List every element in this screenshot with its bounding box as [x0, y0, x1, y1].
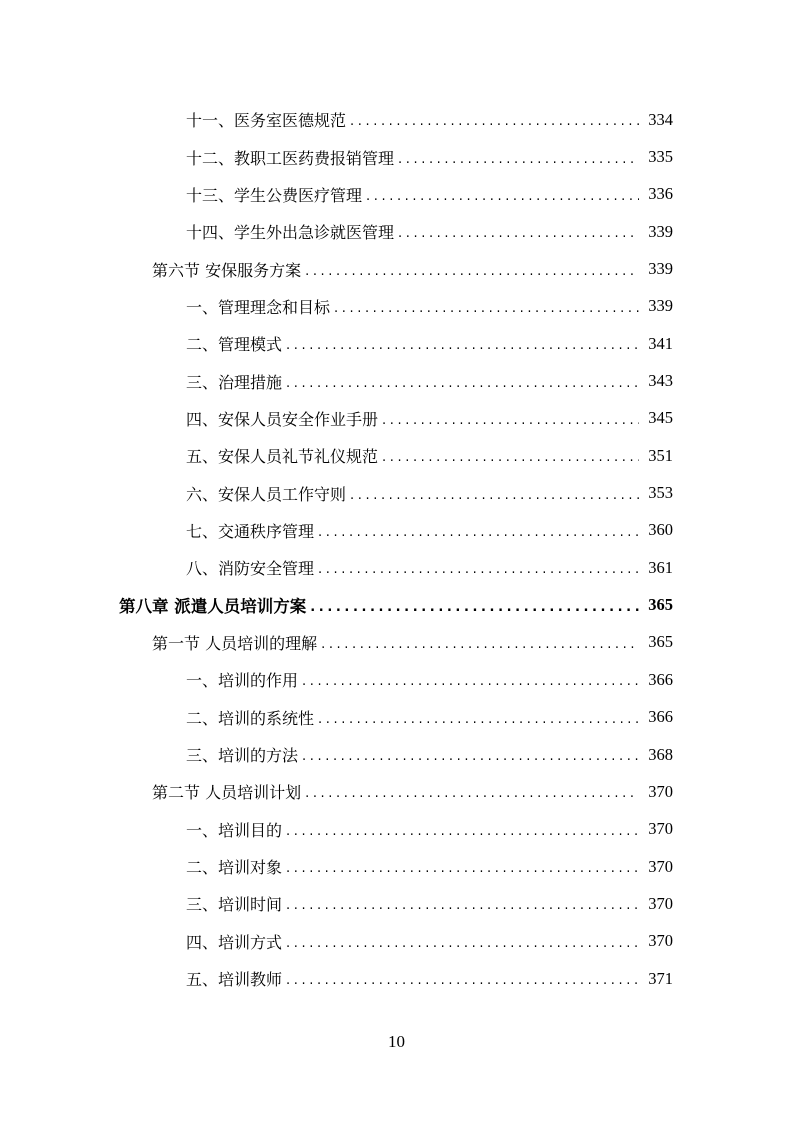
- toc-entry-page: 351: [648, 445, 673, 465]
- toc-entry-page: 366: [648, 707, 673, 727]
- toc-entry[interactable]: [0, 250, 793, 287]
- toc-dot-leader: [286, 973, 639, 988]
- toc-entry-label: 十二、教职工医药费报销管理: [186, 148, 395, 168]
- toc-dot-leader: [334, 301, 639, 316]
- toc-entry-label: 二、培训的系统性: [186, 708, 315, 728]
- toc-entry-label: 十四、学生外出急诊就医管理: [186, 223, 395, 243]
- toc-entry-label: 第一节 人员培训的理解: [152, 633, 318, 653]
- toc-entry-page: 339: [648, 259, 673, 279]
- toc-entry[interactable]: [0, 773, 793, 810]
- toc-entry[interactable]: [0, 213, 793, 250]
- toc-dot-leader: [398, 226, 639, 241]
- toc-entry[interactable]: [0, 400, 793, 437]
- toc-dot-leader: [318, 712, 639, 727]
- toc-entry[interactable]: [0, 848, 793, 885]
- toc-dot-leader: [305, 786, 639, 801]
- toc-entry-page: 334: [648, 109, 673, 129]
- toc-entry[interactable]: [0, 885, 793, 922]
- toc-dot-leader: [398, 152, 639, 167]
- toc-entry[interactable]: [0, 586, 793, 623]
- toc-dot-leader: [302, 749, 639, 764]
- toc-entry-label: 五、培训教师: [186, 970, 283, 990]
- toc-entry-label: 四、培训方式: [186, 932, 283, 952]
- toc-entry[interactable]: [0, 101, 793, 138]
- toc-dot-leader: [366, 189, 639, 204]
- toc-entry-label: 二、培训对象: [186, 858, 283, 878]
- toc-entry[interactable]: [0, 138, 793, 175]
- toc-entry[interactable]: [0, 811, 793, 848]
- toc-entry-page: 335: [648, 147, 673, 167]
- toc-entry-page: 353: [648, 483, 673, 503]
- table-of-contents: [0, 101, 793, 997]
- toc-entry-label: 七、交通秩序管理: [186, 521, 315, 541]
- toc-entry-page: 365: [648, 632, 673, 652]
- toc-entry-page: 339: [648, 296, 673, 316]
- toc-entry-page: 370: [648, 856, 673, 876]
- toc-entry-label: 一、培训目的: [186, 820, 283, 840]
- toc-entry-label: 六、安保人员工作守则: [186, 484, 347, 504]
- toc-entry-page: 361: [648, 557, 673, 577]
- toc-entry[interactable]: [0, 549, 793, 586]
- toc-entry[interactable]: [0, 624, 793, 661]
- toc-dot-leader: [286, 861, 639, 876]
- toc-dot-leader: [286, 824, 639, 839]
- toc-dot-leader: [350, 114, 639, 129]
- toc-entry[interactable]: [0, 325, 793, 362]
- toc-dot-leader: [318, 525, 639, 540]
- toc-entry-label: 三、培训时间: [186, 895, 283, 915]
- toc-entry-page: 360: [648, 520, 673, 540]
- toc-dot-leader: [310, 600, 639, 615]
- toc-entry-label: 一、管理理念和目标: [186, 297, 331, 317]
- toc-dot-leader: [286, 338, 639, 353]
- toc-entry-page: 368: [648, 744, 673, 764]
- toc-dot-leader: [382, 450, 639, 465]
- toc-entry-label: 第六节 安保服务方案: [152, 260, 302, 280]
- toc-entry[interactable]: [0, 362, 793, 399]
- toc-entry-label: 三、治理措施: [186, 372, 283, 392]
- toc-dot-leader: [286, 936, 639, 951]
- toc-entry[interactable]: [0, 288, 793, 325]
- toc-entry[interactable]: [0, 923, 793, 960]
- toc-entry-page: 366: [648, 669, 673, 689]
- toc-dot-leader: [286, 898, 639, 913]
- toc-entry-label: 三、培训的方法: [186, 746, 299, 766]
- toc-entry-page: 336: [648, 184, 673, 204]
- toc-entry-label: 第二节 人员培训计划: [152, 783, 302, 803]
- toc-entry-label: 十一、医务室医德规范: [186, 111, 347, 131]
- toc-dot-leader: [318, 562, 639, 577]
- toc-entry[interactable]: [0, 699, 793, 736]
- toc-dot-leader: [286, 376, 639, 391]
- toc-entry[interactable]: [0, 512, 793, 549]
- toc-dot-leader: [382, 413, 639, 428]
- toc-entry-page: 371: [648, 968, 673, 988]
- toc-entry-page: 370: [648, 931, 673, 951]
- toc-entry[interactable]: [0, 176, 793, 213]
- toc-entry[interactable]: [0, 736, 793, 773]
- toc-entry-label: 五、安保人员礼节礼仪规范: [186, 447, 379, 467]
- toc-entry-page: 370: [648, 819, 673, 839]
- toc-entry-page: 370: [648, 893, 673, 913]
- toc-entry[interactable]: [0, 474, 793, 511]
- toc-entry[interactable]: [0, 661, 793, 698]
- toc-entry-page: 343: [648, 371, 673, 391]
- toc-dot-leader: [302, 674, 639, 689]
- toc-entry[interactable]: [0, 960, 793, 997]
- toc-entry[interactable]: [0, 437, 793, 474]
- toc-entry-label: 一、培训的作用: [186, 671, 299, 691]
- toc-entry-label: 第八章 派遣人员培训方案: [119, 597, 307, 617]
- page-number: 10: [388, 1032, 405, 1051]
- toc-entry-page: 341: [648, 333, 673, 353]
- toc-dot-leader: [321, 637, 639, 652]
- toc-dot-leader: [350, 488, 639, 503]
- toc-entry-page: 365: [648, 595, 673, 615]
- toc-entry-page: 339: [648, 221, 673, 241]
- toc-dot-leader: [305, 264, 639, 279]
- toc-entry-page: 370: [648, 781, 673, 801]
- toc-entry-label: 十三、学生公费医疗管理: [186, 185, 363, 205]
- toc-entry-page: 345: [648, 408, 673, 428]
- toc-entry-label: 二、管理模式: [186, 335, 283, 355]
- toc-entry-label: 四、安保人员安全作业手册: [186, 409, 379, 429]
- toc-entry-label: 八、消防安全管理: [186, 559, 315, 579]
